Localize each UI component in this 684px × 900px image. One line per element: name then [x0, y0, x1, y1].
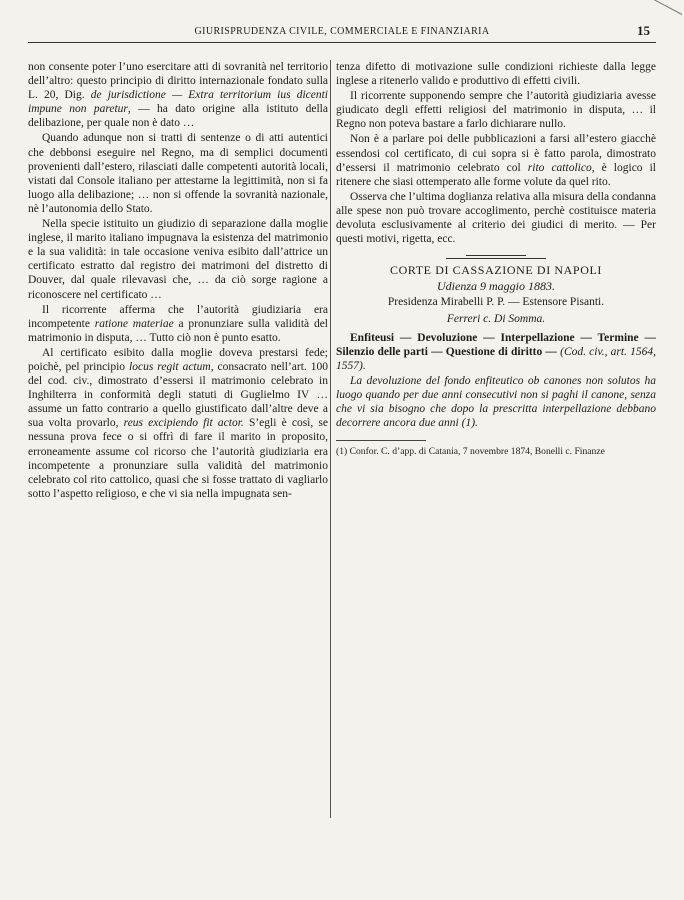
case-keywords: Enfiteusi — Devoluzione — Interpellazione — Termine — Silenzio delle parti — Questione di diritto — (Cod. civ., art. 1564, 1557). — [336, 331, 656, 372]
running-header — [28, 22, 656, 43]
court-heading: CORTE DI CASSAZIONE DI NAPOLI — [389, 263, 602, 278]
paragraph: Al certificato esibito dalla moglie doveva prestarsi fede; poichè, pel principio locus regit actum, consacrato nell’art. 100 del cod. civ., dimostrato d’essersi il matrimonio celebrato in Inghilterra in conformità degli statuti di Guglielmo IV … assume un fatto contrario a quello giustificato dall’altre deve a sua volta provarlo, reus excipiendo fit actor. S’egli è così, se nessuna prova fece o si offrì di fare il marito in proposito, erroneamente assume col ricorso che l’autorità giudiziaria era incompetente a pronunziare sulla validità del matrimonio celebrato col rito cattolico, quasi che si fosse trattato di vagliarlo sotto l’aspetto religioso, e che vi sia nella impugnata sen- — [28, 346, 328, 500]
paragraph: Non è a parlare poi delle pubblicazioni a farsi all’estero giacchè essendosi col certificato, di cui sopra si è fatto parola, dimostrato d’essersi il matrimonio celebrato col rito cattolico, è logico il ritenere che siasi ottemperato alle forme volute da quel rito. — [336, 133, 656, 188]
paragraph: Quando adunque non si tratti di sentenze o di atti autentici che debbonsi eseguire nel Regno, ma di semplici documenti provenienti dall’estero, rilasciati dalle competenti autorità locali, vistati dal Console italiano per attestarne la legittimità, non si fa luogo alla delibazione; … non si offende la sovranità nazionale, nè l’autonomia dello Stato. — [28, 132, 328, 215]
legal-maxim: La devoluzione del fondo enfiteutico ob canones non solutos ha luogo quando per due anni consecutivi non si paghi il canone, senza che vi sia bisogno che dopo la prescritta interpellazione debbano decorrere ancora due anni (1). — [336, 374, 656, 430]
footnote: (1) Confor. C. d’app. di Catania, 7 novembre 1874, Bonelli c. Finanze — [336, 446, 605, 458]
column-divider — [330, 60, 331, 818]
presidency-line: Presidenza Mirabelli P. P. — Estensore Pisanti. — [387, 296, 605, 309]
page-number: 15 — [637, 23, 650, 38]
paragraph: Il ricorrente supponendo sempre che l’autorità giudiziaria avesse giudicato degli effetti religiosi del matrimonio in disputa, … il Regno non poteva bastare a farlo dichiarare nullo. — [336, 90, 656, 131]
paragraph: tenza difetto di motivazione sulle condizioni richieste dalla legge inglese a ritenerlo valido e produttivo di effetti civili. — [336, 61, 656, 88]
left-column — [28, 60, 328, 820]
section-divider — [466, 255, 526, 256]
paragraph: Osserva che l’ultima doglianza relativa alla misura della condanna alle spese non può trovare accoglimento, perchè costituisce materia devoluta esclusivamente al criterio dei giudici di merito. — Per questi motivi, rigetta, ecc. — [336, 190, 656, 246]
hearing-date: Udienza 9 maggio 1883. — [437, 279, 555, 294]
paragraph: Il ricorrente afferma che l’autorità giudiziaria era incompetente ratione materiae a pronunziare sulla validità del matrimonio in disputa, … Tutto ciò non è punto esatto. — [28, 303, 328, 344]
case-parties: Ferreri c. Di Somma. — [446, 312, 546, 325]
paragraph: non consente poter l’uno esercitare atti di sovranità nel territorio dell’altro: questo principio di diritto internazionale fondato sulla L. 20, Dig. de jurisdictione — Extra territorium ius dicenti impune non paretur, — ha dato origine alla istituto della delibazione, per quale non è dato … — [28, 61, 328, 130]
running-title: GIURISPRUDENZA CIVILE, COMMERCIALE E FINANZIARIA — [194, 26, 490, 37]
scan-edge-mark — [652, 0, 682, 15]
right-column — [336, 60, 656, 820]
paragraph: Nella specie istituito un giudizio di separazione dalla moglie inglese, il marito italiano impugnava la esistenza del matrimonio e la sua validità: in tale occasione veniva esibito dall’attrice un certificato estratto dal registro dei matrimoni del distretto di Douver, dal quale rilevavasi che, … da ciò sorge ragione a riconoscere nel certificato … — [28, 218, 328, 301]
footnote-rule — [336, 440, 426, 441]
